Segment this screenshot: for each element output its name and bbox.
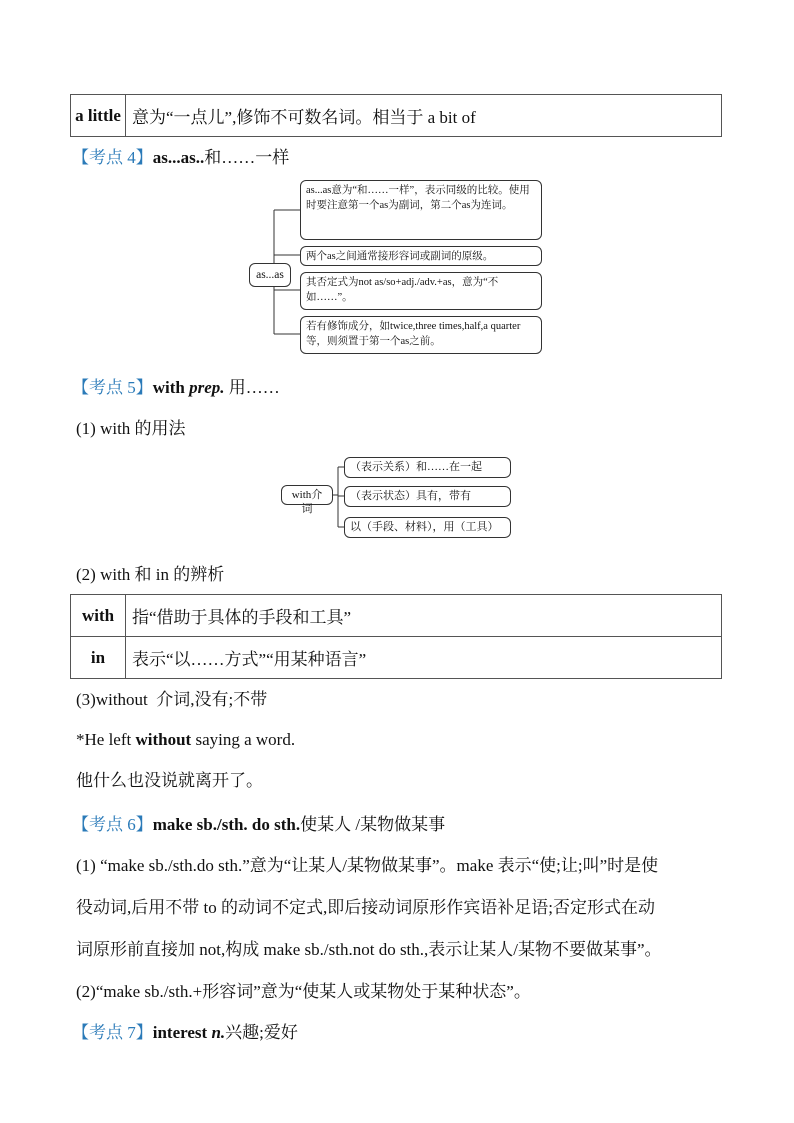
kp7-head-bold-italic: n.: [211, 1023, 226, 1042]
kp4-root-node: as...as: [249, 263, 291, 287]
example-part: saying a word.: [191, 730, 296, 749]
kp5-root-node: with介词: [281, 485, 333, 505]
kp6-para1-line: 役动词,后用不带 to 的动词不定式,即后接动词原形作宾语补足语;否定形式在动: [76, 898, 655, 917]
kp7-head-bold: interest: [152, 1023, 208, 1042]
table-value: 指“借助于具体的手段和工具”: [126, 595, 722, 637]
kp4-node: 两个as之间通常接形容词或副词的原级。: [300, 246, 542, 266]
kp5-sub2: (2) with 和 in 的辨析: [76, 565, 225, 584]
kp4-head-text: 和……一样: [204, 148, 290, 167]
kp5-head-text: 用……: [228, 378, 280, 397]
kp6-head-text: 使某人 /某物做某事: [300, 815, 446, 834]
example-part: *He left: [76, 730, 136, 749]
kp5-sub1: (1) with 的用法: [76, 419, 186, 438]
kp6-heading: [72, 814, 445, 836]
kp4-node: 其否定式为not as/so+adj./adv.+as，意为“不如……”。: [300, 272, 542, 310]
kp5-head-bold-italic: prep.: [189, 378, 225, 397]
table-key: a little: [71, 95, 126, 137]
example-translation: 他什么也没说就离开了。: [76, 771, 263, 790]
table-row: [71, 637, 722, 679]
table-row: [71, 595, 722, 637]
kp7-heading: [72, 1022, 298, 1044]
kp6-para1-line: 词原形前直接加 not,构成 make sb./sth.not do sth.,表示让某人/某物不要做某事”。: [76, 940, 662, 959]
table-value: 表示“以……方式”“用某种语言”: [126, 637, 722, 679]
table-value: 意为“一点儿”,修饰不可数名词。相当于 a bit of: [126, 95, 722, 137]
kp7-head-text: 兴趣;爱好: [225, 1023, 298, 1042]
kp5-node: 以（手段、材料），用（工具）: [344, 517, 511, 538]
kp6-bracket: 【考点 6】: [72, 815, 153, 834]
kp5-head-bold: with: [152, 378, 185, 397]
kp6-para1-line: (1) “make sb./sth.do sth.”意为“让某人/某物做某事”。make 表示“使;让;叫”时是使: [76, 856, 659, 875]
kp4-node: 若有修饰成分，如twice,three times,half,a quarter等，则须置于第一个as之前。: [300, 316, 542, 354]
kp5-sub3: (3)without 介词,没有;不带: [76, 690, 268, 709]
table-key: in: [71, 637, 126, 679]
kp6-head-bold: make sb./sth. do sth.: [152, 815, 301, 834]
table-key: with: [71, 595, 126, 637]
example-bold: without: [135, 730, 192, 749]
kp4-node: as...as意为“和……一样”，表示同级的比较。使用时要注意第一个as为副词，第二个as为连词。: [300, 180, 542, 240]
example-sentence: [76, 729, 295, 751]
kp5-heading: [72, 377, 280, 399]
kp5-bracket: 【考点 5】: [72, 378, 153, 397]
kp4-bracket: 【考点 4】: [72, 148, 153, 167]
kp5-node: （表示关系）和……在一起: [344, 457, 511, 478]
with-in-table: [70, 594, 722, 679]
kp4-head-bold: as...as..: [152, 148, 205, 167]
kp5-node: （表示状态）具有，带有: [344, 486, 511, 507]
kp6-para2: (2)“make sb./sth.+形容词”意为“使某人或某物处于某种状态”。: [76, 982, 531, 1001]
kp7-bracket: 【考点 7】: [72, 1023, 153, 1042]
